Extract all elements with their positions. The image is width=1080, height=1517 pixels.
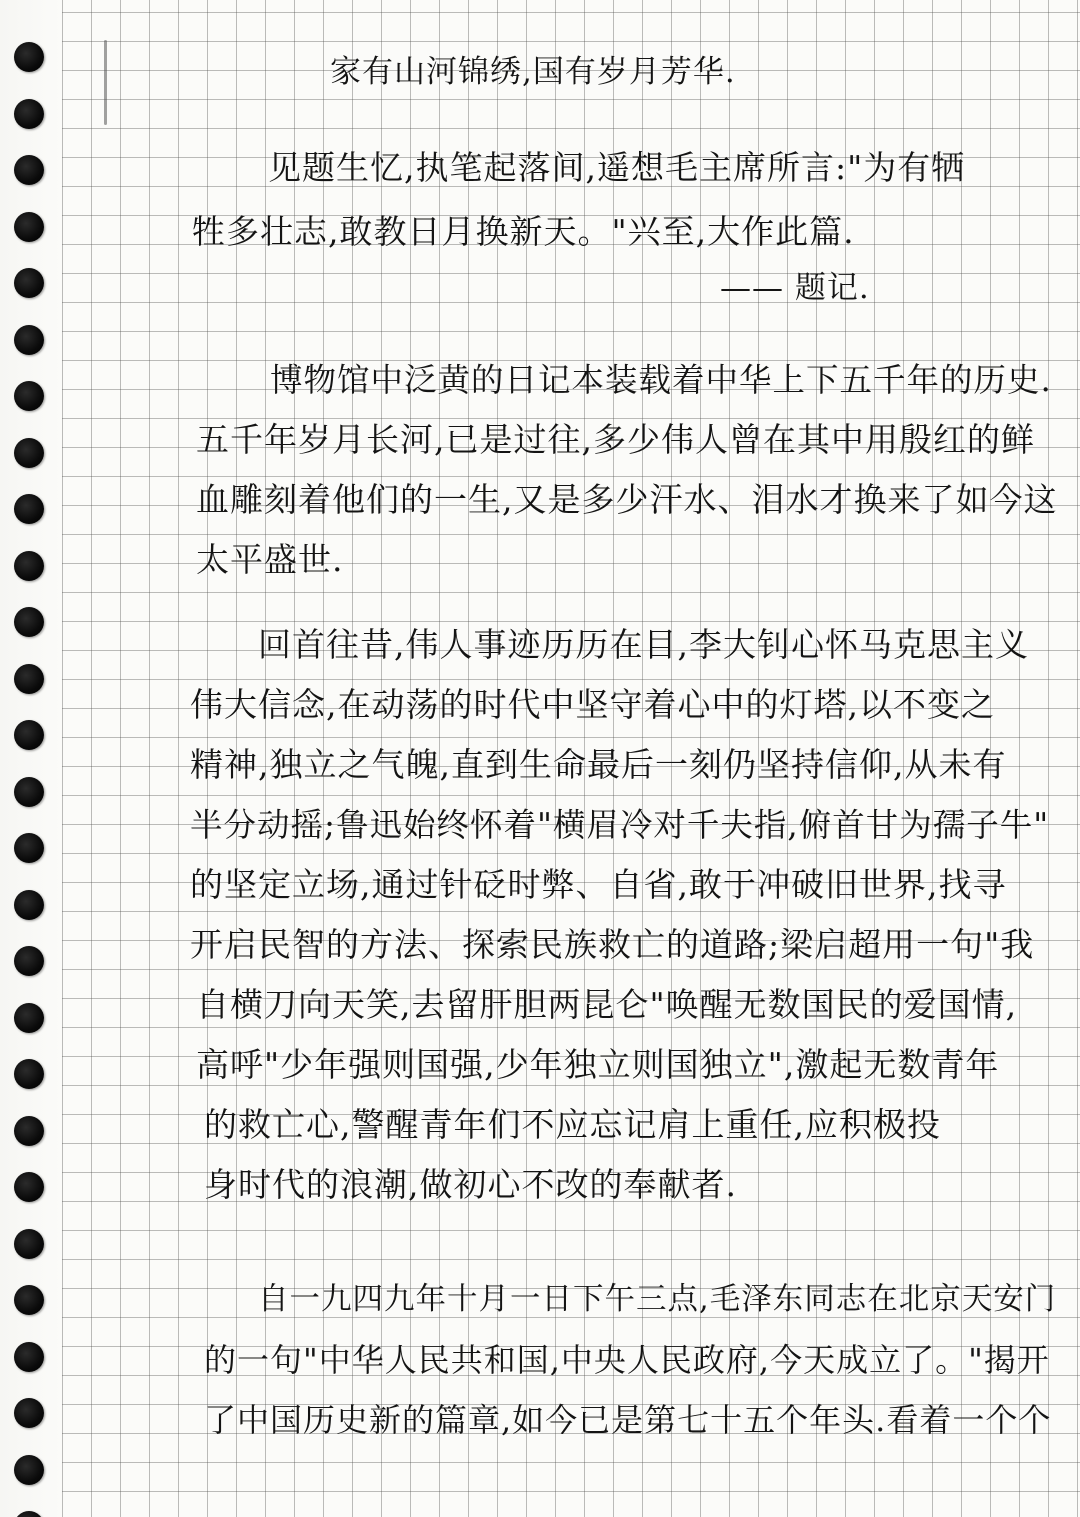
essay-title: 家有山河锦绣,国有岁月芳华. — [330, 54, 736, 90]
binding-hole — [14, 946, 44, 976]
binding-hole — [14, 325, 44, 355]
paragraph-1-line: 太平盛世. — [196, 540, 344, 579]
paragraph-3-line: 了中国历史新的篇章,如今已是第七十五个年头.看着一个个 — [204, 1401, 1052, 1439]
binding-hole — [14, 99, 44, 129]
paragraph-2-line: 身时代的浪潮,做初心不改的奉献者. — [204, 1165, 737, 1204]
binding-hole — [14, 607, 44, 637]
paragraph-2-line: 半分动摇;鲁迅始终怀着"横眉冷对千夫指,俯首甘为孺子牛" — [190, 806, 1050, 844]
paragraph-1-line: 五千年岁月长河,已是过往,多少伟人曾在其中用殷红的鲜 — [196, 420, 1035, 459]
paragraph-2-line: 回首往昔,伟人事迹历历在目,李大钊心怀马克思主义 — [258, 625, 1029, 664]
binding-hole — [14, 155, 44, 185]
paragraph-2-line: 自横刀向天笑,去留肝胆两昆仑"唤醒无数国民的爱国情, — [196, 985, 1018, 1024]
paragraph-2-line: 高呼"少年强则国强,少年独立则国独立",激起无数青年 — [196, 1045, 1000, 1084]
binding-hole — [14, 1342, 44, 1372]
paragraph-3-line: 自一九四九年十月一日下午三点,毛泽东同志在北京天安门 — [258, 1282, 1057, 1317]
binding-hole — [14, 42, 44, 72]
binding-hole — [14, 494, 44, 524]
binding-hole — [14, 551, 44, 581]
binding-hole — [14, 720, 44, 750]
binding-hole — [14, 1285, 44, 1315]
binding-hole — [14, 268, 44, 298]
paragraph-2-line: 开启民智的方法、探索民族救亡的道路;梁启超用一句"我 — [190, 925, 1035, 964]
preface-line: 见题生忆,执笔起落间,遥想毛主席所言:"为有牺 — [268, 148, 966, 187]
binding-hole — [14, 1398, 44, 1428]
binding-hole — [14, 664, 44, 694]
binding-hole — [14, 777, 44, 807]
binding-hole — [14, 833, 44, 863]
paragraph-1-line: 博物馆中泛黄的日记本装载着中华上下五千年的历史. — [270, 361, 1052, 399]
paragraph-2-line: 精神,独立之气魄,直到生命最后一刻仍坚持信仰,从未有 — [190, 745, 1007, 784]
binding-hole — [14, 1059, 44, 1089]
binding-hole — [14, 381, 44, 411]
binding-hole — [14, 1455, 44, 1485]
paragraph-2-line: 伟大信念,在动荡的时代中坚守着心中的灯塔,以不变之 — [190, 685, 995, 724]
binding-hole — [14, 890, 44, 920]
paragraph-2-line: 的救亡心,警醒青年们不应忘记肩上重任,应积极投 — [204, 1105, 941, 1144]
binding-hole — [14, 438, 44, 468]
paragraph-1-line: 血雕刻着他们的一生,又是多少汗水、泪水才换来了如今这 — [196, 480, 1058, 519]
pencil-mark — [104, 40, 107, 125]
paragraph-2-line: 的坚定立场,通过针砭时弊、自省,敢于冲破旧世界,找寻 — [190, 865, 1007, 904]
binding-hole — [14, 1116, 44, 1146]
paragraph-3-line: 的一句"中华人民共和国,中央人民政府,今天成立了。"揭开 — [204, 1341, 1050, 1379]
preface-line: 牲多壮志,敢教日月换新天。"兴至,大作此篇. — [192, 212, 855, 251]
binding-hole — [14, 1003, 44, 1033]
binding-hole — [14, 212, 44, 242]
binding-hole — [14, 1172, 44, 1202]
preface-signature: —— 题记. — [720, 270, 870, 306]
binding-hole — [14, 1229, 44, 1259]
